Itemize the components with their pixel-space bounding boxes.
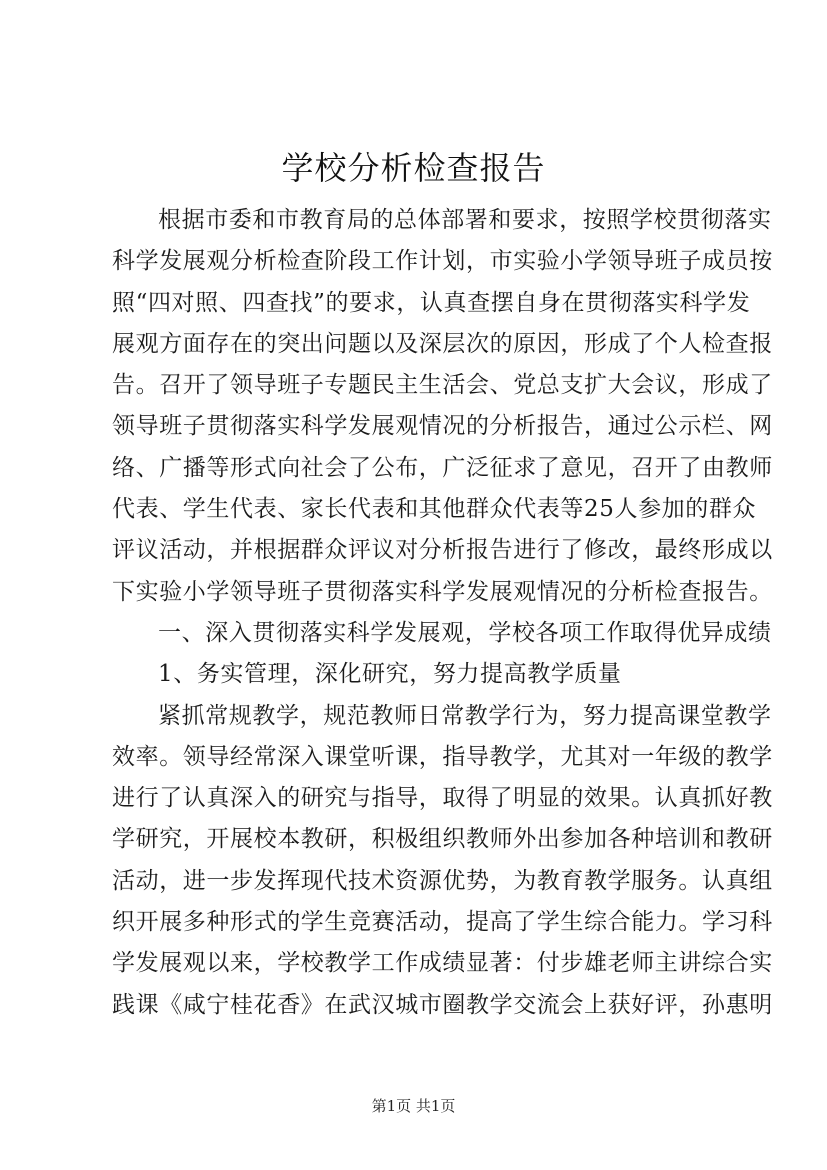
paragraph-line: 根据市委和市教育局的总体部署和要求，按照学校贯彻落实 <box>158 207 772 233</box>
paragraph-line: 展观方面存在的突出问题以及深层次的原因，形成了个人检查报 <box>112 330 773 357</box>
subsection-heading: 1、务实管理，深化研究，努力提高教学质量 <box>158 661 622 688</box>
paragraph-line: 领导班子贯彻落实科学发展观情况的分析报告，通过公示栏、网 <box>112 413 773 440</box>
document-title: 学校分析检查报告 <box>281 149 546 187</box>
paragraph-line: 进行了认真深入的研究与指导，取得了明显的效果。认真抓好教 <box>112 785 773 812</box>
paragraph-line: 络、广播等形式向社会了公布，广泛征求了意见，召开了由教师 <box>112 454 773 481</box>
paragraph-line: 效率。领导经常深入课堂听课，指导教学，尤其对一年级的教学 <box>112 743 773 770</box>
section-heading: 一、深入贯彻落实科学发展观，学校各项工作取得优异成绩 <box>158 619 772 646</box>
document-body <box>112 200 773 1026</box>
paragraph-line: 科学发展观分析检查阶段工作计划，市实验小学领导班子成员按 <box>112 248 773 275</box>
paragraph-line: 评议活动，并根据群众评议对分析报告进行了修改，最终形成以 <box>112 537 773 564</box>
paragraph-line: 下实验小学领导班子贯彻落实科学发展观情况的分析检查报告。 <box>112 578 773 605</box>
paragraph-line: 活动，进一步发挥现代技术资源优势，为教育教学服务。认真组 <box>112 867 773 894</box>
paragraph-line: 织开展多种形式的学生竞赛活动，提高了学生综合能力。学习科 <box>112 909 773 936</box>
paragraph-line: 学研究，开展校本教研，积极组织教师外出参加各种培训和教研 <box>112 826 773 853</box>
paragraph-line: 代表、学生代表、家长代表和其他群众代表等25人参加的群众 <box>112 496 757 523</box>
paragraph-line: 照“四对照、四查找”的要求，认真查摆自身在贯彻落实科学发 <box>112 289 751 316</box>
paragraph-line: 践课《咸宁桂花香》在武汉城市圈教学交流会上获好评，孙惠明 <box>112 991 773 1018</box>
page-number-footer: 第1页 共1页 <box>371 1097 456 1115</box>
paragraph-line: 告。召开了领导班子专题民主生活会、党总支扩大会议，形成了 <box>112 372 773 399</box>
paragraph-line: 紧抓常规教学，规范教师日常教学行为，努力提高课堂教学 <box>158 702 772 729</box>
paragraph-line: 学发展观以来，学校教学工作成绩显著：付步雄老师主讲综合实 <box>112 950 773 977</box>
